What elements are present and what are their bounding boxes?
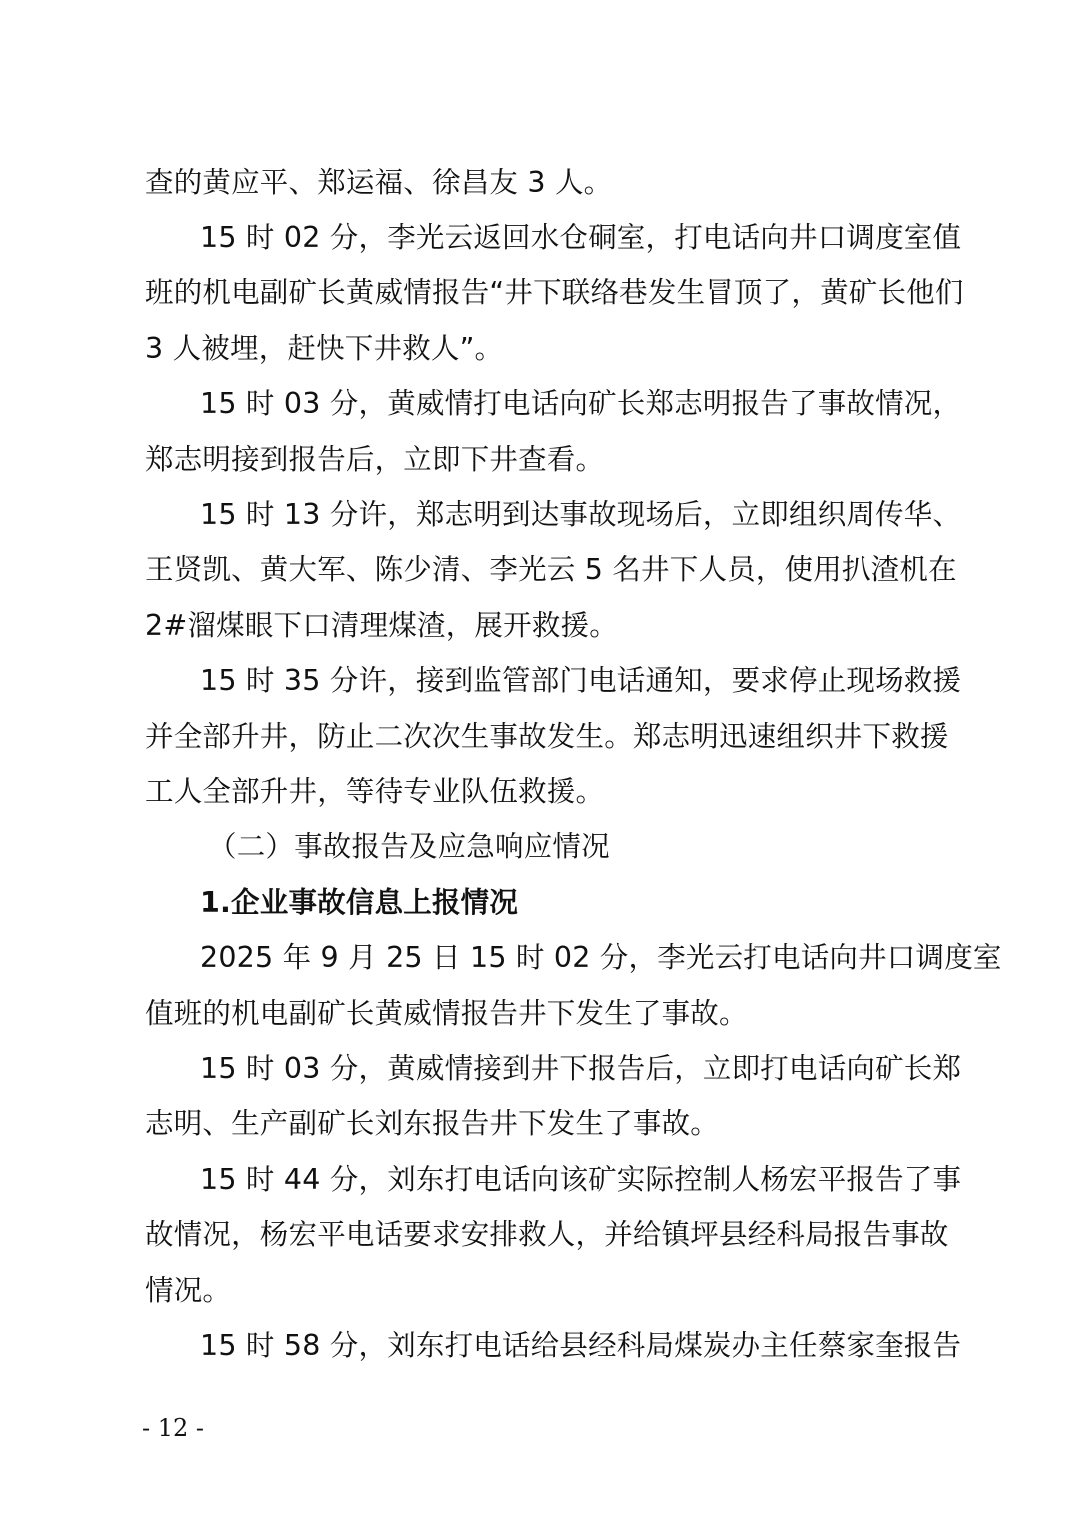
text-line: 工人全部升井，等待专业队伍救援。: [145, 775, 605, 808]
text-line: 情况。: [145, 1274, 232, 1307]
text-line: 查的黄应平、郑运福、徐昌友 3 人。: [145, 166, 613, 199]
text-line: 3 人被埋，赶快下井救人”。: [145, 332, 504, 365]
section-heading: （二）事故报告及应急响应情况: [208, 830, 610, 863]
text-line: 15 时 35 分许，接到监管部门电话通知，要求停止现场救援: [200, 664, 962, 697]
text-line: 15 时 13 分许，郑志明到达事故现场后，立即组织周传华、: [200, 498, 962, 531]
text-line: 15 时 03 分，黄威情接到井下报告后，立即打电话向矿长郑: [200, 1052, 962, 1085]
text-line: 志明、生产副矿长刘东报告井下发生了事故。: [145, 1107, 720, 1140]
text-line: 故情况，杨宏平电话要求安排救人，并给镇坪县经科局报告事故: [145, 1218, 949, 1251]
text-line: 值班的机电副矿长黄威情报告井下发生了事故。: [145, 997, 748, 1030]
text-line: 王贤凯、黄大军、陈少清、李光云 5 名井下人员，使用扒渣机在: [145, 553, 957, 586]
text-line: 15 时 58 分，刘东打电话给县经科局煤炭办主任蔡家奎报告: [200, 1329, 962, 1362]
text-line: 15 时 03 分，黄威情打电话向矿长郑志明报告了事故情况，: [200, 387, 962, 420]
page-number: - 12 -: [142, 1414, 205, 1442]
text-line: 并全部升井，防止二次次生事故发生。郑志明迅速组织井下救援: [145, 720, 949, 753]
text-line: 郑志明接到报告后，立即下井查看。: [145, 443, 605, 476]
subsection-heading: 1.企业事故信息上报情况: [200, 886, 519, 919]
text-line: 15 时 02 分，李光云返回水仓硐室，打电话向井口调度室值: [200, 221, 962, 254]
text-line: 班的机电副矿长黄威情报告“井下联络巷发生冒顶了，黄矿长他们: [145, 276, 964, 309]
text-line: 2025 年 9 月 25 日 15 时 02 分，李光云打电话向井口调度室: [200, 941, 1002, 974]
text-line: 2#溜煤眼下口清理煤渣，展开救援。: [145, 609, 618, 642]
text-line: 15 时 44 分，刘东打电话向该矿实际控制人杨宏平报告了事: [200, 1163, 962, 1196]
